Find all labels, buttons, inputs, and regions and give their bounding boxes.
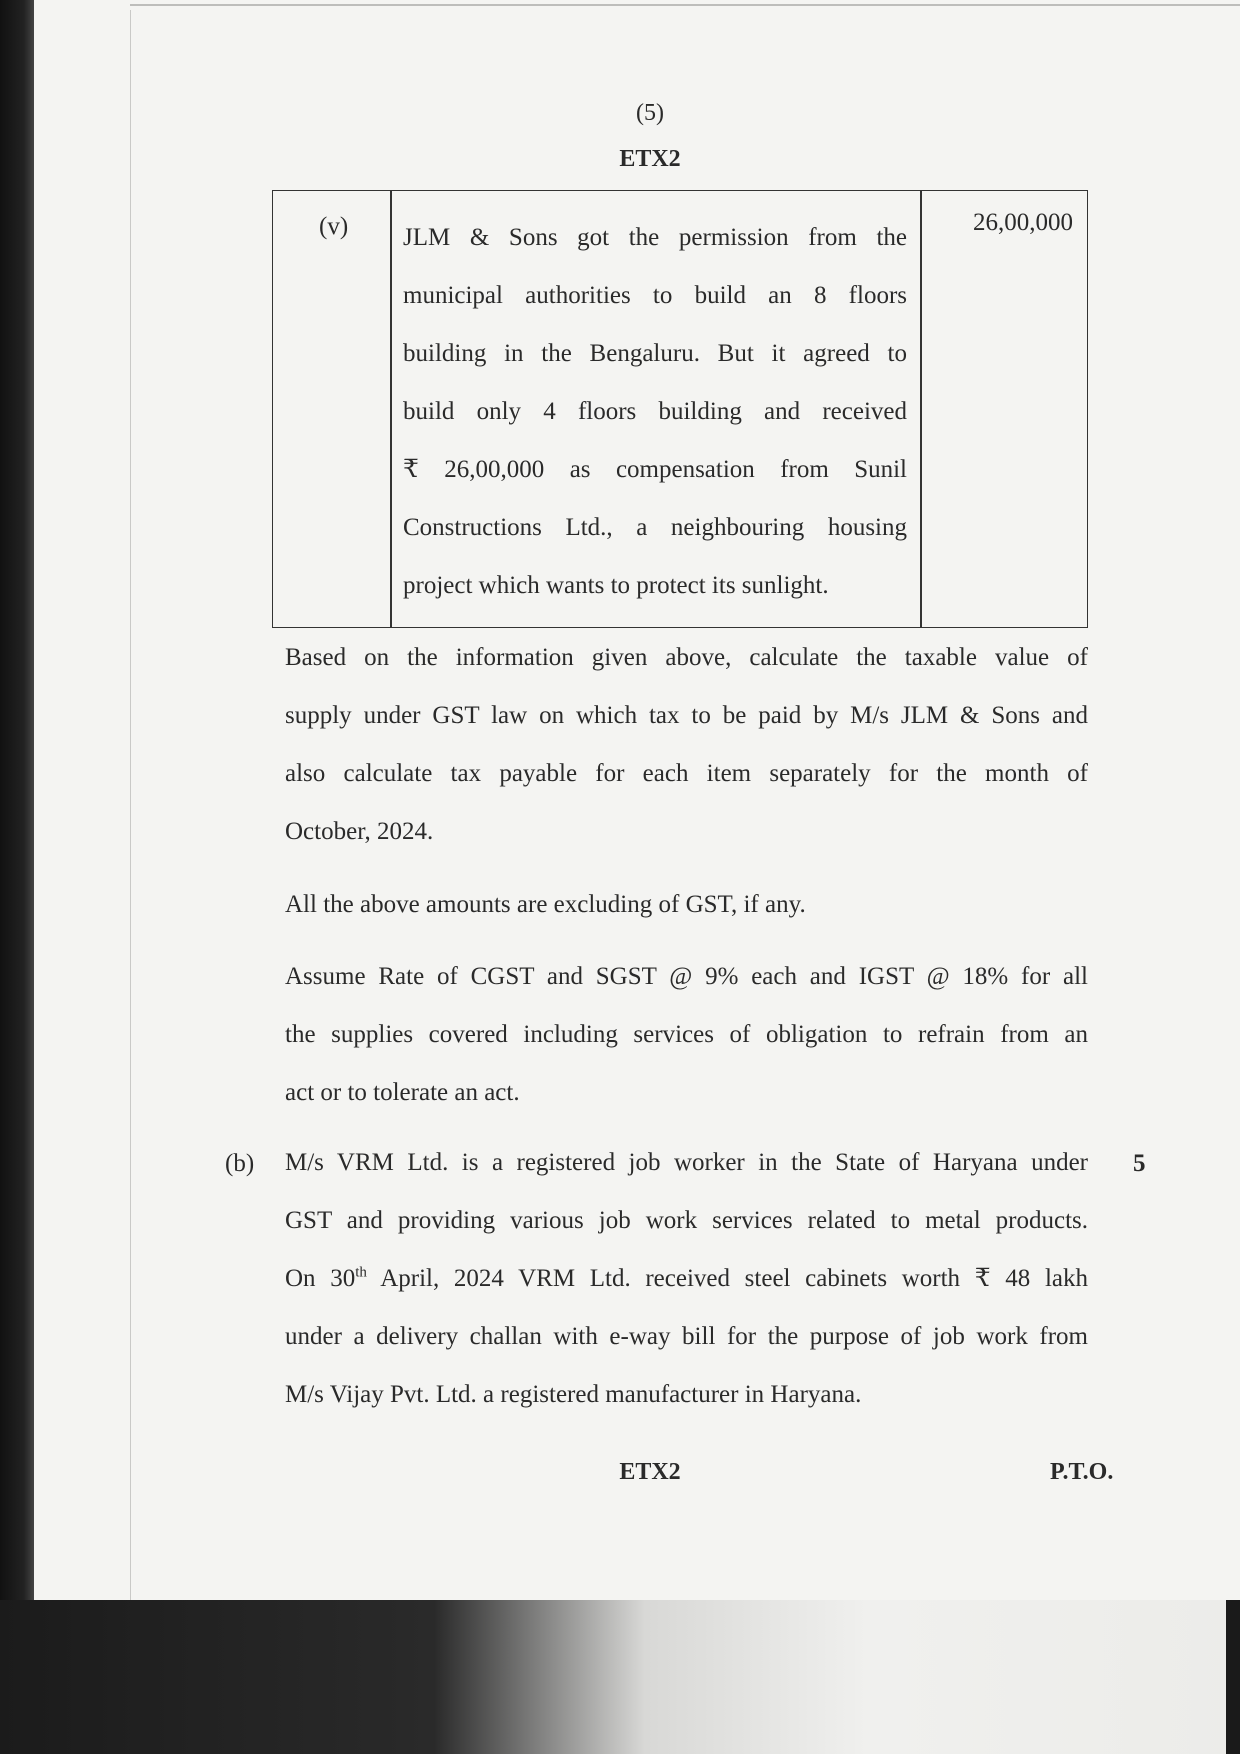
ordinal-suffix: th: [355, 1264, 367, 1281]
paragraph-line: GST and providing various job work services related to metal products.: [285, 1207, 1088, 1234]
paragraph-line: the supplies covered including services of obligation to refrain from an: [285, 1021, 1088, 1048]
description-line: building in the Bengaluru. But it agreed to: [403, 340, 907, 367]
pto-label: P.T.O.: [1050, 1459, 1114, 1485]
description-line: project which wants to protect its sunlight.: [403, 572, 829, 599]
paragraph-line: Assume Rate of CGST and SGST @ 9% each and IGST @ 18% for all: [285, 963, 1088, 990]
item-description: [403, 209, 907, 615]
table-column-divider: [390, 191, 392, 627]
paragraph-line: October, 2024.: [285, 818, 434, 845]
description-line: municipal authorities to build an 8 floors: [403, 282, 907, 309]
paragraph-line: M/s Vijay Pvt. Ltd. a registered manufacturer in Haryana.: [285, 1381, 862, 1408]
rate-assumption-paragraph: [285, 964, 1088, 1138]
description-line: build only 4 floors building and received: [403, 398, 907, 425]
scan-left-edge: [0, 0, 34, 1754]
footer-paper-code: ETX2: [619, 1459, 681, 1485]
item-amount: 26,00,000: [973, 209, 1073, 236]
scan-bottom-shadow: [0, 1600, 1240, 1754]
line-continuation: April, 2024 VRM Ltd. received steel cabinets worth ₹ 48 lakh: [366, 1265, 1089, 1292]
item-table: [272, 190, 1088, 628]
question-marks: 5: [1133, 1150, 1146, 1177]
scan-right-edge: [1226, 1600, 1240, 1754]
page-top-edge: [130, 4, 1240, 6]
paragraph-line: M/s VRM Ltd. is a registered job worker in the State of Haryana under: [285, 1149, 1088, 1176]
gst-note: [285, 892, 1088, 950]
paragraph-line: act or to tolerate an act.: [285, 1079, 520, 1106]
page-fold-line: [130, 10, 131, 1600]
paragraph-line: supply under GST law on which tax to be paid by M/s JLM & Sons and: [285, 702, 1088, 729]
item-number: (v): [319, 213, 349, 240]
paragraph-line: All the above amounts are excluding of GST, if any.: [285, 891, 806, 918]
header-paper-code: ETX2: [619, 146, 681, 172]
date-text: On 30: [285, 1265, 356, 1292]
paragraph-line: Based on the information given above, calculate the taxable value of: [285, 644, 1088, 671]
question-label: (b): [225, 1150, 255, 1177]
paragraph-line: also calculate tax payable for each item separately for the month of: [285, 760, 1088, 787]
table-column-divider: [920, 191, 922, 627]
description-line: Constructions Ltd., a neighbouring housing: [403, 514, 907, 541]
page-number: (5): [636, 100, 664, 126]
description-line: JLM & Sons got the permission from the: [403, 224, 907, 251]
instruction-paragraph: [285, 645, 1088, 877]
description-line: ₹ 26,00,000 as compensation from Sunil: [403, 456, 907, 483]
paragraph-line: [285, 1266, 1088, 1324]
paragraph-line: under a delivery challan with e-way bill for the purpose of job work from: [285, 1323, 1088, 1350]
question-b-text: [285, 1150, 1088, 1440]
